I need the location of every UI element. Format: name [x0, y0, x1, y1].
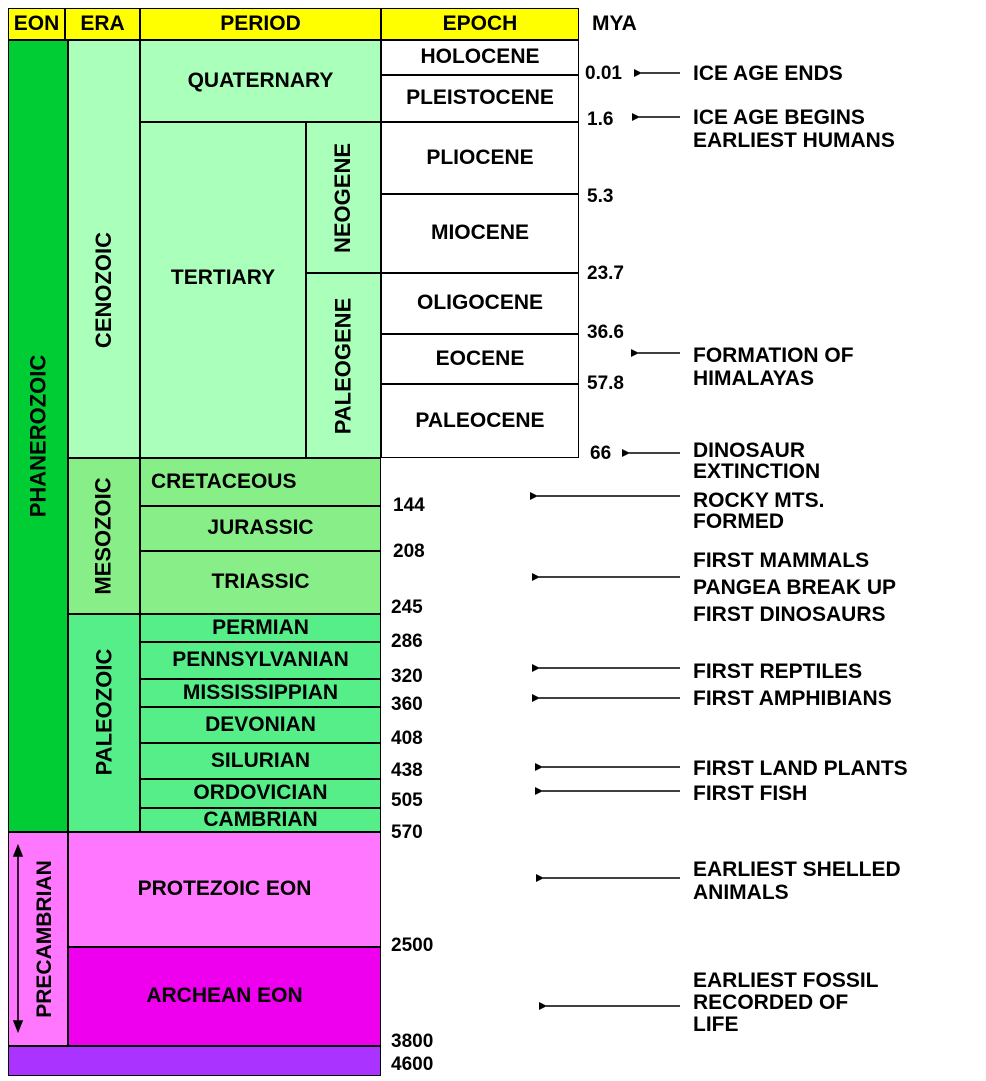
mya-label: 23.7 [587, 263, 624, 284]
header-mya: MYA [592, 12, 637, 35]
mya-label: 286 [391, 631, 423, 652]
mya-label: 505 [391, 790, 423, 811]
event-earliest-shelled: EARLIEST SHELLED ANIMALS [693, 858, 901, 904]
eon-phanerozoic-label: PHANEROZOIC [25, 354, 50, 518]
epoch-pliocene: PLIOCENE [381, 122, 579, 194]
header-epoch: EPOCH [381, 8, 579, 40]
mya-label: 36.6 [587, 322, 624, 343]
mya-label: 570 [391, 822, 423, 843]
period-permian: PERMIAN [140, 614, 381, 642]
mya-label: 2500 [391, 935, 434, 956]
epoch-pleistocene: PLEISTOCENE [381, 75, 579, 122]
event-first-reptiles: FIRST REPTILES [693, 660, 863, 683]
event-first-land-plants: FIRST LAND PLANTS [693, 757, 908, 780]
precambrian-span-arrow [14, 846, 22, 1031]
epoch-miocene: MIOCENE [381, 194, 579, 273]
mya-label: 408 [391, 728, 423, 749]
header-period: PERIOD [140, 8, 381, 40]
mya-label: 320 [391, 666, 423, 687]
epoch-oligocene: OLIGOCENE [381, 273, 579, 334]
event-first-fish: FIRST FISH [693, 782, 808, 805]
era-mesozoic-label: MESOZOIC [91, 477, 116, 595]
mya-label: 144 [393, 495, 425, 516]
event-earliest-fossil: EARLIEST FOSSIL RECORDED OF LIFE [693, 969, 879, 1036]
mya-label: 3800 [391, 1031, 434, 1052]
mya-label: 438 [391, 760, 423, 781]
era-paleozoic-label: PALEOZOIC [91, 648, 116, 776]
period-mississippian: MISSISSIPPIAN [140, 679, 381, 707]
event-rocky-mts: ROCKY MTS. FORMED [693, 489, 825, 533]
header-era: ERA [65, 8, 140, 40]
period-jurassic: JURASSIC [140, 506, 381, 551]
mya-label: 5.3 [587, 186, 614, 207]
mya-label: 208 [393, 541, 425, 562]
period-pennsylvanian: PENNSYLVANIAN [140, 642, 381, 679]
mya-label: 57.8 [587, 373, 624, 394]
period-protezoic-eon: PROTEZOIC EON [68, 832, 381, 947]
mya-label: 66 [590, 443, 612, 464]
header-eon: EON [8, 8, 65, 40]
subperiod-paleogene-label: PALEOGENE [330, 297, 356, 434]
event-mammals-pangea: FIRST MAMMALS PANGEA BREAK UP FIRST DINOSAURS [693, 549, 897, 626]
mya-label: 1.6 [587, 109, 614, 130]
period-quaternary: QUATERNARY [140, 40, 381, 122]
period-ordovician: ORDOVICIAN [140, 779, 381, 808]
period-silurian: SILURIAN [140, 743, 381, 779]
mya-label: 0.01 [585, 63, 622, 84]
epoch-holocene: HOLOCENE [381, 40, 579, 75]
period-cambrian: CAMBRIAN [140, 808, 381, 832]
period-tertiary: TERTIARY [140, 122, 306, 458]
subperiod-neogene-label: NEOGENE [330, 142, 356, 253]
period-cretaceous: CRETACEOUS [140, 458, 381, 506]
epoch-paleocene: PALEOCENE [381, 384, 579, 458]
period-triassic: TRIASSIC [140, 551, 381, 614]
mya-label: 360 [391, 694, 423, 715]
eon-precambrian-label: PRECAMBRIAN [33, 860, 56, 1018]
event-first-amphibians: FIRST AMPHIBIANS [693, 687, 892, 710]
event-ice-age-ends: ICE AGE ENDS [693, 62, 843, 85]
event-dinosaur-extinction: DINOSAUR EXTINCTION [693, 439, 821, 483]
era-cenozoic-label: CENOZOIC [91, 231, 116, 349]
event-himalayas: FORMATION OF HIMALAYAS [693, 344, 854, 390]
mya-label: 4600 [391, 1054, 434, 1075]
epoch-eocene: EOCENE [381, 334, 579, 384]
mya-label: 245 [391, 597, 423, 618]
period-archean-eon: ARCHEAN EON [68, 947, 381, 1046]
event-ice-age-begins: ICE AGE BEGINS EARLIEST HUMANS [693, 106, 895, 152]
period-devonian: DEVONIAN [140, 707, 381, 743]
